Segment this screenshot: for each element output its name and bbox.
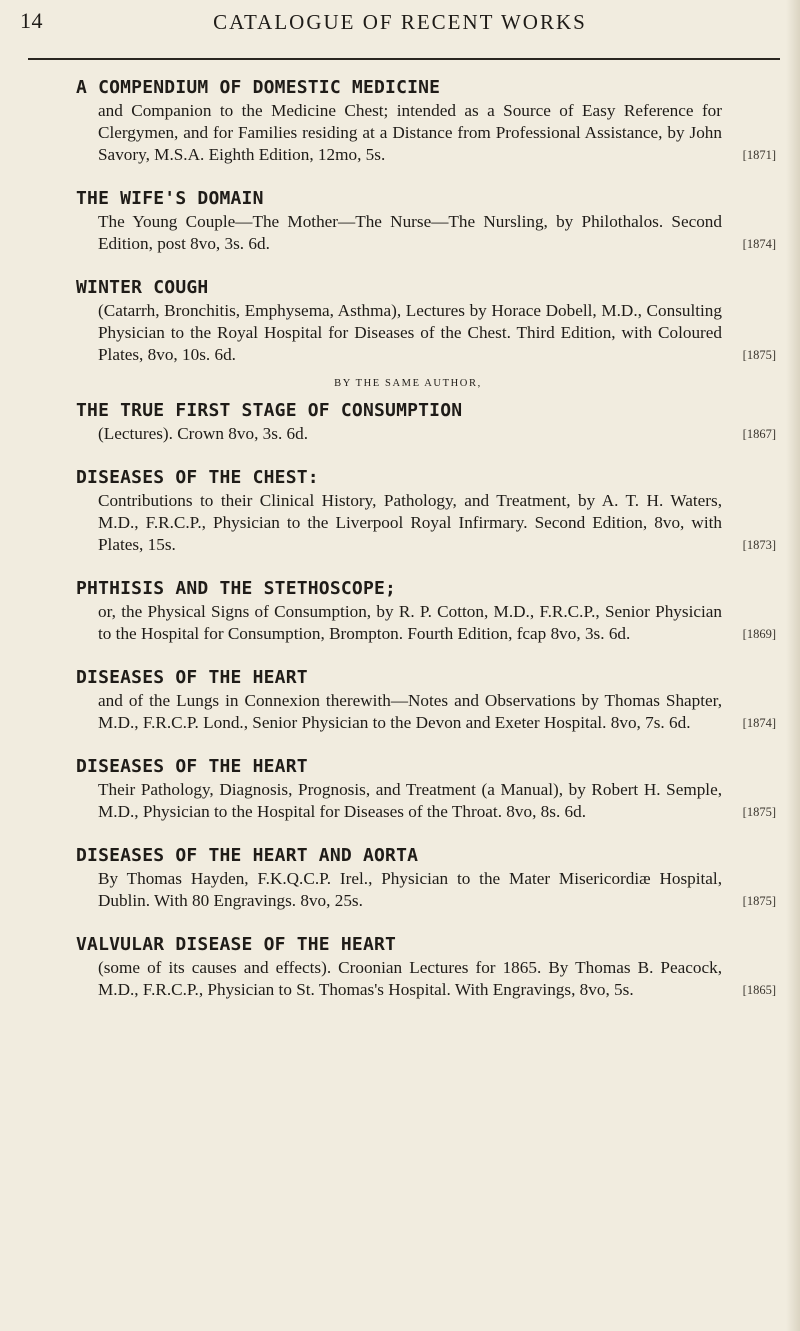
entry-body — [76, 211, 780, 255]
entry-diseases-heart-semple — [76, 755, 780, 823]
entry-list — [76, 76, 780, 1022]
entry-wifes-domain — [76, 187, 780, 255]
entry-heart-and-aorta — [76, 844, 780, 912]
entry-title: DISEASES OF THE HEART AND AORTA — [76, 845, 419, 866]
entry-year: [1874] — [742, 237, 776, 251]
entry-description: and Companion to the Medicine Chest; intended as a Source of Easy Reference for Clergymen, and for Families residing at a Distance from Professional Assistance, by John Savory, M.S.A. Eighth Edition, 12mo, 5s. — [98, 101, 722, 164]
entry-diseases-heart-shapter — [76, 666, 780, 734]
entry-title: WINTER COUGH — [76, 277, 209, 298]
entry-year: [1865] — [742, 983, 776, 997]
entry-body — [76, 779, 780, 823]
entry-description: By Thomas Hayden, F.K.Q.C.P. Irel., Physician to the Mater Misericordiæ Hospital, Dublin. With 80 Engravings. 8vo, 25s. — [98, 869, 722, 910]
entry-description: or, the Physical Signs of Consumption, by R. P. Cotton, M.D., F.R.C.P., Senior Physician to the Hospital for Consumption, Brompton. Fourth Edition, fcap 8vo, 3s. 6d. — [98, 602, 722, 643]
entry-year: [1875] — [742, 894, 776, 908]
page-number: 14 — [20, 8, 43, 33]
entry-diseases-of-chest — [76, 466, 780, 556]
entry-title: THE TRUE FIRST STAGE OF CONSUMPTION — [76, 400, 463, 421]
entry-title: DISEASES OF THE CHEST: — [76, 467, 319, 488]
entry-year: [1873] — [742, 538, 776, 552]
entry-year: [1874] — [742, 716, 776, 730]
entry-title: A COMPENDIUM OF DOMESTIC MEDICINE — [76, 77, 441, 98]
entry-description: Their Pathology, Diagnosis, Prognosis, and Treatment (a Manual), by Robert H. Semple, M.D., Physician to the Hospital for Diseases of the Throat. 8vo, 8s. 6d. — [98, 780, 722, 821]
entry-description: (Lectures). Crown 8vo, 3s. 6d. — [98, 424, 309, 443]
entry-description: Contributions to their Clinical History, Pathology, and Treatment, by A. T. H. Waters, M.D., F.R.C.P., Physician to the Liverpool Royal Infirmary. Second Edition, 8vo, with Plates, 15s. — [98, 491, 722, 554]
running-head — [20, 8, 780, 38]
entry-winter-cough — [76, 276, 780, 366]
catalogue-title: CATALOGUE OF RECENT WORKS — [213, 10, 587, 34]
page-edge-shadow — [786, 0, 800, 1331]
entry-phthisis-stethoscope — [76, 577, 780, 645]
entry-valvular-disease — [76, 933, 780, 1001]
entry-description: and of the Lungs in Connexion therewith—Notes and Observations by Thomas Shapter, M.D., F.R.C.P. Lond., Senior Physician to the Devon and Exeter Hospital. 8vo, 7s. 6d. — [98, 691, 722, 732]
entry-body — [76, 601, 780, 645]
entry-description: (some of its causes and effects). Croonian Lectures for 1865. By Thomas B. Peacock, M.D., F.R.C.P., Physician to St. Thomas's Hospital. With Engravings, 8vo, 5s. — [98, 958, 722, 999]
entry-body — [76, 690, 780, 734]
entry-body — [76, 300, 780, 366]
entry-year: [1875] — [742, 348, 776, 362]
entry-body — [76, 423, 780, 445]
entry-title: VALVULAR DISEASE OF THE HEART — [76, 934, 397, 955]
entry-title: THE WIFE'S DOMAIN — [76, 188, 264, 209]
entry-title: PHTHISIS AND THE STETHOSCOPE; — [76, 578, 397, 599]
entry-body — [76, 957, 780, 1001]
entry-year: [1869] — [742, 627, 776, 641]
entry-year: [1875] — [742, 805, 776, 819]
entry-description: (Catarrh, Bronchitis, Emphysema, Asthma), Lectures by Horace Dobell, M.D., Consulting Physician to the Royal Hospital for Diseases of the Chest. Third Edition, with Coloured Plates, 8vo, 10s. 6d. — [98, 301, 722, 364]
header-rule — [28, 58, 780, 60]
entry-true-first-stage — [76, 378, 780, 445]
entry-domestic-medicine — [76, 76, 780, 166]
entry-year: [1871] — [742, 148, 776, 162]
entry-title: DISEASES OF THE HEART — [76, 667, 308, 688]
entry-body — [76, 100, 780, 166]
entry-body — [76, 490, 780, 556]
entry-title: DISEASES OF THE HEART — [76, 756, 308, 777]
same-author-byline: BY THE SAME AUTHOR, — [334, 378, 482, 389]
entry-description: The Young Couple—The Mother—The Nurse—The Nursling, by Philothalos. Second Edition, post 8vo, 3s. 6d. — [98, 212, 722, 253]
entry-body — [76, 868, 780, 912]
entry-year: [1867] — [742, 427, 776, 441]
